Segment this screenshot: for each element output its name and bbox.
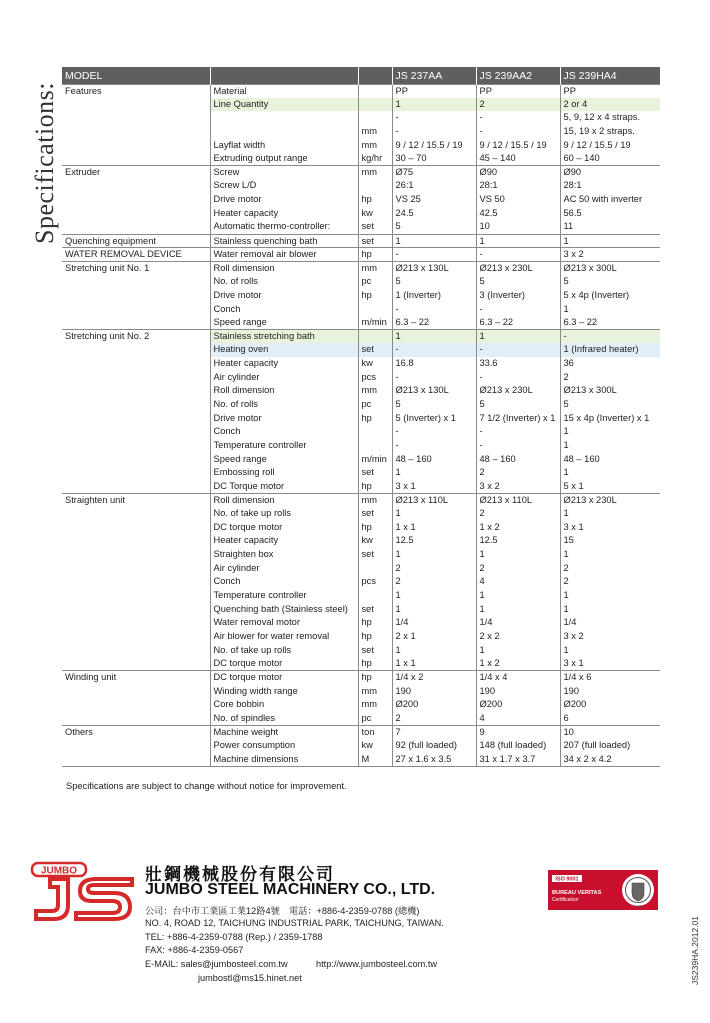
unit-cell: set [358,343,392,357]
item-cell: Screw L/D [210,179,358,193]
js239ha4-cell: 1 [563,590,569,601]
js239ha4-cell: 56.5 [563,207,582,218]
logo-text: JUMBO [40,865,78,877]
item-cell: Heater capacity [210,207,358,221]
js239aa2-cell: 4 [476,575,560,589]
js239ha4-cell: 1 [563,644,569,655]
item-cell: Screw [210,166,358,180]
js239aa2-cell: Ø213 x 230L [476,262,560,276]
category-cell: Extruder [62,166,210,234]
js239ha4-cell: 36 [563,358,574,369]
js239aa2-cell: Ø90 [476,166,560,180]
js239aa2-cell: 2 [476,507,560,521]
js239ha4-cell: 1 (Infrared heater) [560,343,660,357]
js239aa2-cell: 2 [476,562,560,576]
js237aa-cell: Ø213 x 130L [392,384,476,398]
item-cell: No. of take up rolls [210,507,358,521]
js239ha4-cell: Ø213 x 230L [560,494,660,508]
js237aa-cell: 5 (Inverter) x 1 [392,412,476,426]
unit-cell: hp [358,480,392,494]
js237aa-cell: 1 [392,234,476,248]
unit-cell: set [358,603,392,617]
item-cell: No. of rolls [210,398,358,412]
unit-cell [358,179,392,193]
unit-cell: hp [358,289,392,303]
item-cell: Roll dimension [210,494,358,508]
js239aa2-cell: 9 / 12 / 15.5 / 19 [476,139,560,153]
table-row [62,725,660,739]
js239ha4-cell: 1 [563,303,569,314]
js237aa-cell: 1 [392,589,476,603]
js237aa-cell: - [392,111,476,125]
table-row [62,166,660,180]
js237aa-cell: 2 [392,562,476,576]
unit-cell: mm [358,698,392,712]
unit-cell [358,425,392,439]
js239ha4-cell: 1 [563,603,569,614]
js239ha4-cell: 5, 9, 12 x 4 straps. [563,112,640,123]
js239ha4-cell: Ø213 x 300L [560,262,660,276]
js239ha4-cell: 11 [563,221,574,232]
js237aa-cell: 2 [392,575,476,589]
category-cell: Stretching unit No. 2 [62,330,210,494]
js237aa-cell: 1 [392,507,476,521]
js239aa2-cell: 42.5 [476,207,560,221]
category-cell: Others [62,725,210,766]
header-item [210,67,358,84]
header-js237aa: JS 237AA [392,67,476,84]
unit-cell: mm [358,494,392,508]
js239ha4-cell: 2 [563,562,569,573]
unit-cell [358,330,392,344]
unit-cell: set [358,548,392,562]
header-model: MODEL [62,67,210,84]
unit-cell: m/min [358,316,392,330]
header-js239aa2: JS 239AA2 [476,67,560,84]
js239aa2-cell: - [476,248,560,262]
unit-cell [358,439,392,453]
item-cell: Conch [210,425,358,439]
item-cell: Drive motor [210,412,358,426]
unit-cell: kw [358,534,392,548]
js239ha4-cell: 2 [563,371,569,382]
js239aa2-cell: 12.5 [476,534,560,548]
js239ha4-cell: 6 [563,712,569,723]
unit-cell: kw [358,357,392,371]
unit-cell: set [358,466,392,480]
js239aa2-cell: 4 [476,712,560,726]
item-cell: Water removal air blower [210,248,358,262]
unit-cell: set [358,644,392,658]
unit-cell: set [358,507,392,521]
item-cell: Air cylinder [210,562,358,576]
item-cell: No. of take up rolls [210,644,358,658]
js239ha4-cell: 1 [563,549,569,560]
js237aa-cell: 2 x 1 [392,630,476,644]
item-cell: Stainless stretching bath [210,330,358,344]
js237aa-cell: 16.8 [392,357,476,371]
js239ha4-cell: 5 x 4p (Inverter) [563,289,630,300]
js239ha4-cell: 2 or 4 [560,98,660,112]
company-name-english: JUMBO STEEL MACHINERY CO., LTD. [145,881,436,898]
js237aa-cell: - [392,343,476,357]
js239aa2-cell: - [476,425,560,439]
js239ha4-cell: 3 x 1 [563,658,584,669]
item-cell: Heater capacity [210,357,358,371]
js239aa2-cell: 3 (Inverter) [476,289,560,303]
item-cell: Conch [210,303,358,317]
js239aa2-cell: 10 [476,220,560,234]
unit-cell: kw [358,739,392,753]
unit-cell: kw [358,207,392,221]
fax: FAX: +886-4-2359-0567 [145,945,244,955]
js239aa2-cell: Ø213 x 110L [476,494,560,508]
js237aa-cell: 1/4 x 2 [392,671,476,685]
unit-cell: pcs [358,371,392,385]
js239ha4-cell: 28:1 [563,180,582,191]
js239ha4-cell: Ø90 [560,166,660,180]
js239ha4-cell: AC 50 with inverter [563,194,643,205]
js237aa-cell: 92 (full loaded) [392,739,476,753]
category-cell: Features [62,84,210,166]
unit-cell: hp [358,630,392,644]
item-cell: DC torque motor [210,657,358,671]
js239aa2-cell: 2 [476,466,560,480]
js239ha4-cell: 1 [563,426,569,437]
js239ha4-cell: - [560,330,660,344]
js239ha4-cell: 3 x 2 [560,248,660,262]
js239ha4-cell: 48 – 160 [563,453,600,464]
table-header-row [62,67,660,84]
js239ha4-cell: 1/4 [563,617,577,628]
js237aa-cell: 1 (Inverter) [392,289,476,303]
js237aa-cell: VS 25 [392,193,476,207]
js237aa-cell: 27 x 1.6 x 3.5 [392,753,476,767]
js237aa-cell: 1/4 [392,616,476,630]
js237aa-cell: 1 [392,603,476,617]
item-cell: Air cylinder [210,371,358,385]
js239aa2-cell: Ø200 [476,698,560,712]
js237aa-cell: 1 [392,644,476,658]
js239ha4-cell: 15 [563,535,574,546]
item-cell: Automatic thermo-controller: [210,220,358,234]
item-cell: Stainless quenching bath [210,234,358,248]
js237aa-cell: 190 [392,685,476,699]
js239aa2-cell: 45 – 140 [476,152,560,166]
unit-cell: hp [358,248,392,262]
js237aa-cell: 12.5 [392,534,476,548]
header-js239ha4: JS 239HA4 [560,67,660,84]
js239ha4-cell: 1 [563,439,569,450]
table-row [62,671,660,685]
item-cell: Temperature controller [210,439,358,453]
item-cell: Layflat width [210,139,358,153]
js239aa2-cell: 148 (full loaded) [476,739,560,753]
js239aa2-cell: 33.6 [476,357,560,371]
js239aa2-cell: 190 [476,685,560,699]
item-cell [210,111,358,125]
js239aa2-cell: 28:1 [476,179,560,193]
js237aa-cell: Ø200 [392,698,476,712]
category-cell: Quenching equipment [62,234,210,248]
unit-cell: ton [358,725,392,739]
email-secondary: jumbostl@ms15.hinet.net [198,973,302,983]
item-cell: Power consumption [210,739,358,753]
js239aa2-cell: 1 [476,548,560,562]
item-cell: Machine dimensions [210,753,358,767]
js239aa2-cell: 1/4 [476,616,560,630]
unit-cell: hp [358,193,392,207]
table-row [62,330,660,344]
specifications-table [62,67,661,767]
unit-cell: hp [358,412,392,426]
js239aa2-cell: 5 [476,275,560,289]
js239aa2-cell: 1 [476,644,560,658]
item-cell: No. of rolls [210,275,358,289]
item-cell: Embossing roll [210,466,358,480]
js239aa2-cell: 2 [476,98,560,112]
item-cell: Drive motor [210,289,358,303]
js237aa-cell: 1 [392,98,476,112]
js237aa-cell: 1 x 1 [392,521,476,535]
js239ha4-cell: PP [560,84,660,98]
item-cell: Winding width range [210,685,358,699]
js237aa-cell: 1 [392,548,476,562]
unit-cell: hp [358,657,392,671]
js237aa-cell: Ø213 x 110L [392,494,476,508]
js237aa-cell: 5 [392,220,476,234]
table-row [62,262,660,276]
table-body [62,84,660,766]
unit-cell: pc [358,712,392,726]
unit-cell: mm [358,166,392,180]
js237aa-cell: - [392,371,476,385]
unit-cell [358,589,392,603]
unit-cell [358,84,392,98]
category-cell: Stretching unit No. 1 [62,262,210,330]
js239aa2-cell: 5 [476,398,560,412]
item-cell: Core bobbin [210,698,358,712]
unit-cell: pc [358,398,392,412]
unit-cell: set [358,220,392,234]
unit-cell: mm [358,125,392,139]
js239aa2-cell: - [476,343,560,357]
unit-cell: m/min [358,453,392,467]
js239ha4-cell: Ø213 x 300L [563,385,617,396]
unit-cell: hp [358,521,392,535]
js239ha4-cell: Ø200 [563,699,587,710]
js237aa-cell: 24.5 [392,207,476,221]
telephone: TEL: +886-4-2359-0788 (Rep.) / 2359-1788 [145,932,323,942]
js239ha4-cell: 207 (full loaded) [563,740,631,751]
js239aa2-cell: 7 1/2 (Inverter) x 1 [476,412,560,426]
js239aa2-cell: 1 x 2 [476,657,560,671]
js239aa2-cell: 6.3 – 22 [476,316,560,330]
js239aa2-cell: 1 [476,603,560,617]
item-cell: Roll dimension [210,384,358,398]
js237aa-cell: 30 – 70 [392,152,476,166]
unit-cell: hp [358,671,392,685]
js239ha4-cell: 34 x 2 x 4.2 [560,753,660,767]
js237aa-cell: 48 – 160 [392,453,476,467]
website-link[interactable]: http://www.jumbosteel.com.tw [316,959,438,969]
cert-sub: Certification [552,897,579,903]
category-cell: Winding unit [62,671,210,726]
js239aa2-cell: 1 [476,234,560,248]
js237aa-cell: 6.3 – 22 [392,316,476,330]
item-cell: DC torque motor [210,671,358,685]
js239aa2-cell: Ø213 x 230L [476,384,560,398]
js239aa2-cell: 1 [476,330,560,344]
js239ha4-cell: 1 [560,234,660,248]
unit-cell: mm [358,262,392,276]
js239ha4-cell: 3 x 2 [563,630,584,641]
table-row [62,84,660,98]
js237aa-cell: 1 x 1 [392,657,476,671]
item-cell: No. of spindles [210,712,358,726]
js239ha4-cell: 2 [563,576,569,587]
js239ha4-cell: 190 [563,685,580,696]
item-cell: Heater capacity [210,534,358,548]
js239ha4-cell: 60 – 140 [563,153,600,164]
unit-cell [358,111,392,125]
table-row [62,248,660,262]
email: E-MAIL: sales@jumbosteel.com.tw [145,959,288,969]
js239ha4-cell: 1/4 x 6 [560,671,660,685]
item-cell: Drive motor [210,193,358,207]
js237aa-cell: - [392,425,476,439]
js239aa2-cell: - [476,439,560,453]
js239ha4-cell: 1 [563,508,569,519]
item-cell: Line Quantity [210,98,358,112]
table-row [62,494,660,508]
item-cell: Air blower for water removal [210,630,358,644]
js239aa2-cell: 3 x 2 [476,480,560,494]
js237aa-cell: 5 [392,398,476,412]
js239aa2-cell: 1/4 x 4 [476,671,560,685]
js239aa2-cell: 48 – 160 [476,453,560,467]
js239ha4-cell: 5 [563,276,569,287]
item-cell: Conch [210,575,358,589]
js237aa-cell: - [392,125,476,139]
js237aa-cell: 9 / 12 / 15.5 / 19 [392,139,476,153]
unit-cell: pc [358,275,392,289]
item-cell: Quenching bath (Stainless steel) [210,603,358,617]
js239aa2-cell: - [476,303,560,317]
unit-cell: pcs [358,575,392,589]
cert-name: BUREAU VERITAS [552,890,602,896]
item-cell: Speed range [210,316,358,330]
cert-iso-label: ISO 9001 [555,876,579,883]
js237aa-cell: 1 [392,330,476,344]
item-cell: Material [210,84,358,98]
unit-cell: mm [358,139,392,153]
unit-cell [358,98,392,112]
js237aa-cell: 2 [392,712,476,726]
js237aa-cell: Ø213 x 130L [392,262,476,276]
js239aa2-cell: - [476,125,560,139]
category-cell: Straighten unit [62,494,210,671]
js237aa-cell: - [392,248,476,262]
unit-cell: M [358,753,392,767]
category-cell: WATER REMOVAL DEVICE [62,248,210,262]
js239ha4-cell: 10 [560,725,660,739]
js239aa2-cell: PP [476,84,560,98]
unit-cell [358,303,392,317]
document-code: JS239HA.2012.01 [690,916,700,985]
js237aa-cell: 7 [392,725,476,739]
item-cell: Straighten box [210,548,358,562]
js237aa-cell: 3 x 1 [392,480,476,494]
item-cell: Extruding output range [210,152,358,166]
js237aa-cell: Ø75 [392,166,476,180]
side-title: Specifications: [30,81,59,244]
js239aa2-cell: 31 x 1.7 x 3.7 [476,753,560,767]
js237aa-cell: 26:1 [392,179,476,193]
js239aa2-cell: 2 x 2 [476,630,560,644]
js239ha4-cell: 15, 19 x 2 straps. [563,125,635,136]
header-unit [358,67,392,84]
js239aa2-cell: 9 [476,725,560,739]
unit-cell: hp [358,616,392,630]
js239aa2-cell: - [476,111,560,125]
cert-year: 1828 [634,904,642,909]
unit-cell [358,562,392,576]
item-cell: Roll dimension [210,262,358,276]
js237aa-cell: PP [392,84,476,98]
disclaimer-note: Specifications are subject to change without notice for improvement. [66,781,347,791]
item-cell: Speed range [210,453,358,467]
js239aa2-cell: - [476,371,560,385]
unit-cell: kg/hr [358,152,392,166]
js239aa2-cell: VS 50 [476,193,560,207]
js237aa-cell: 5 [392,275,476,289]
js239ha4-cell: 5 x 1 [563,480,584,491]
unit-cell: mm [358,384,392,398]
item-cell: Temperature controller [210,589,358,603]
company-name-chinese: 壯鋼機械股份有限公司 [145,865,335,884]
js239aa2-cell: 1 [476,589,560,603]
js239ha4-cell: 5 [563,399,569,410]
address-english: NO. 4, ROAD 12, TAICHUNG INDUSTRIAL PARK, TAICHUNG, TAIWAN. [145,918,444,928]
item-cell: Heating oven [210,343,358,357]
js239aa2-cell: 1 x 2 [476,521,560,535]
js239ha4-cell: 3 x 1 [563,521,584,532]
item-cell [210,125,358,139]
js239ha4-cell: 1 [563,467,569,478]
item-cell: Water removal motor [210,616,358,630]
jumbo-logo [30,861,140,923]
bureau-veritas-cert-badge [548,870,658,910]
item-cell: DC torque motor [210,521,358,535]
address-chinese: 公司：台中市工業區工業12路4號 電話：+886-4-2359-0788 (總機) [145,906,420,916]
item-cell: DC Torque motor [210,480,358,494]
unit-cell: mm [358,685,392,699]
js237aa-cell: - [392,439,476,453]
table-row [62,234,660,248]
js237aa-cell: - [392,303,476,317]
item-cell: Machine weight [210,725,358,739]
js239ha4-cell: 6.3 – 22 [563,317,598,328]
js239ha4-cell: 9 / 12 / 15.5 / 19 [563,139,631,150]
js237aa-cell: 1 [392,466,476,480]
js239ha4-cell: 15 x 4p (Inverter) x 1 [563,412,650,423]
unit-cell: set [358,234,392,248]
